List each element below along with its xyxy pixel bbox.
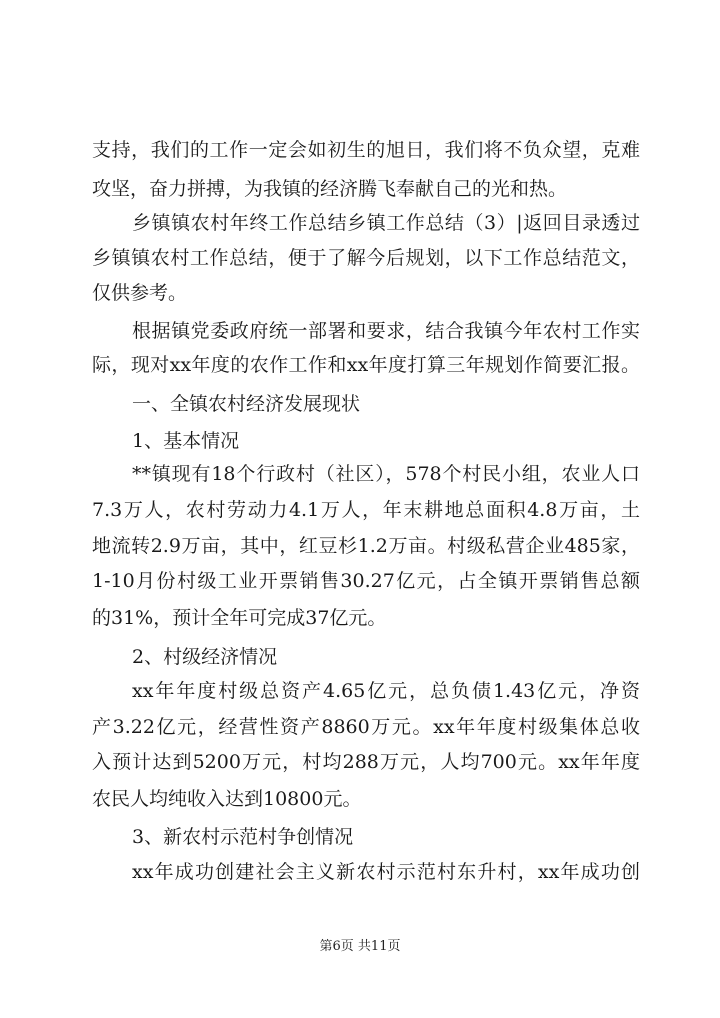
text-line-6: 根据镇党委政府统一部署和要求，结合我镇今年农村工作实 bbox=[132, 320, 640, 342]
subheading-basic: 1、基本情况 bbox=[132, 430, 240, 452]
text-line-21: xx年成功创建社会主义新农村示范村东升村，xx年成功创 bbox=[132, 861, 640, 883]
section-heading-1: 一、全镇农村经济发展现状 bbox=[132, 393, 361, 415]
text-line-1: 支持，我们的工作一定会如初生的旭日，我们将不负众望，克难 bbox=[92, 139, 640, 161]
text-line-12: 地流转2.9万亩，其中，红豆杉1.2万亩。村级私营企业485家， bbox=[92, 535, 640, 557]
text-line-17: 产3.22亿元，经营性资产8860万元。xx年年度村级集体总收 bbox=[92, 716, 640, 738]
text-line-5: 仅供参考。 bbox=[92, 282, 188, 304]
text-line-10: **镇现有18个行政村（社区），578个村民小组，农业人口 bbox=[132, 463, 640, 485]
text-line-3: 乡镇镇农村年终工作总结乡镇工作总结（3）|返回目录透过 bbox=[132, 212, 640, 234]
text-line-18: 入预计达到5200万元，村均288万元，人均700元。xx年年度 bbox=[92, 751, 640, 773]
text-line-2: 攻坚，奋力拼搏，为我镇的经济腾飞奉献自己的光和热。 bbox=[92, 178, 568, 200]
page-footer: 第6页 共11页 bbox=[319, 939, 401, 954]
text-line-11: 7.3万人，农村劳动力4.1万人，年末耕地总面积4.8万亩，土 bbox=[92, 499, 640, 521]
text-line-4: 乡镇镇农村工作总结，便于了解今后规划，以下工作总结范文， bbox=[92, 247, 640, 269]
text-line-19: 农民人均纯收入达到10800元。 bbox=[92, 788, 362, 810]
text-line-7: 际，现对xx年度的农作工作和xx年度打算三年规划作简要汇报。 bbox=[92, 354, 640, 376]
subheading-model-village: 3、新农村示范村争创情况 bbox=[132, 826, 354, 848]
text-line-13: 1-10月份村级工业开票销售30.27亿元，占全镇开票销售总额 bbox=[92, 570, 640, 592]
subheading-village-economy: 2、村级经济情况 bbox=[132, 646, 278, 668]
text-line-14: 的31%，预计全年可完成37亿元。 bbox=[92, 607, 387, 629]
text-line-16: xx年年度村级总资产4.65亿元，总负债1.43亿元，净资 bbox=[132, 680, 640, 702]
